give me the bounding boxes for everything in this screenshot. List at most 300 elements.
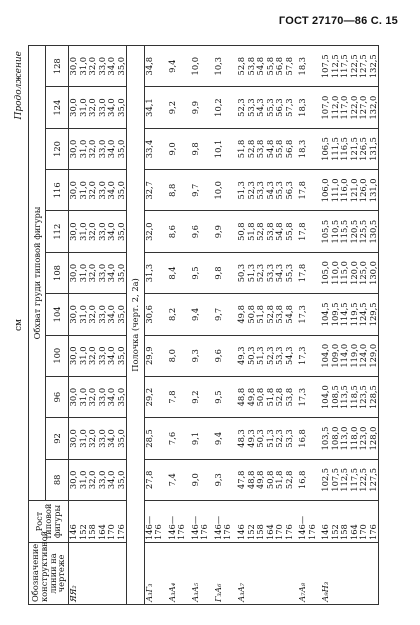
- table-row: [98, 46, 108, 605]
- value-cell: 31,3: [144, 252, 164, 293]
- value-cell: 122,0: [350, 87, 360, 128]
- value-cell: 50,8: [266, 459, 276, 500]
- value-cell: 55,8: [285, 211, 295, 252]
- figure-height: 164: [350, 501, 360, 543]
- value-cell: 18,3: [298, 128, 317, 169]
- value-cell: 124,5: [359, 294, 369, 335]
- value-cell: 35,0: [117, 335, 127, 376]
- value-cell: 34,8: [144, 46, 164, 87]
- value-cell: 9,6: [214, 335, 233, 376]
- value-cell: 106,0: [321, 170, 331, 211]
- value-cell: 116,0: [340, 170, 350, 211]
- value-cell: 9,9: [214, 211, 233, 252]
- value-cell: 55,3: [275, 170, 285, 211]
- line-designation: [256, 543, 266, 605]
- value-cell: 47,8: [237, 459, 247, 500]
- value-cell: 116,5: [340, 128, 350, 169]
- value-cell: 121,5: [350, 128, 360, 169]
- value-cell: 115,5: [340, 211, 350, 252]
- table-row: [79, 46, 89, 605]
- value-cell: 52,8: [237, 46, 247, 87]
- value-cell: 52,3: [247, 170, 257, 211]
- value-cell: 33,4: [144, 128, 164, 169]
- value-cell: 50,3: [256, 418, 266, 459]
- value-cell: 50,8: [247, 294, 257, 335]
- value-cell: 17,8: [298, 252, 317, 293]
- value-cell: 105,5: [321, 211, 331, 252]
- figure-height: 164: [266, 501, 276, 543]
- value-cell: 33,0: [98, 335, 108, 376]
- value-cell: 56,3: [285, 170, 295, 211]
- figure-height: 158: [88, 501, 98, 543]
- line-designation: [247, 543, 257, 605]
- figure-height: 146—176: [191, 501, 210, 543]
- value-cell: 31,0: [79, 335, 89, 376]
- value-cell: 32,0: [88, 294, 98, 335]
- value-cell: 109,5: [331, 294, 341, 335]
- chest-girth-header: Обхват груди типовой фигуры: [29, 46, 46, 501]
- figure-height: 164: [98, 501, 108, 543]
- value-cell: 35,0: [117, 252, 127, 293]
- column-header-104: 104: [46, 294, 69, 335]
- value-cell: 129,0: [369, 335, 379, 376]
- value-cell: 31,0: [79, 294, 89, 335]
- value-cell: 54,8: [275, 211, 285, 252]
- value-cell: 30,0: [69, 87, 79, 128]
- value-cell: 30,0: [69, 459, 79, 500]
- value-cell: 9,1: [191, 418, 210, 459]
- value-cell: 35,0: [117, 170, 127, 211]
- line-designation: А₉Н₃: [321, 543, 331, 605]
- value-cell: 106,5: [321, 128, 331, 169]
- value-cell: 35,0: [117, 418, 127, 459]
- value-cell: 9,4: [214, 418, 233, 459]
- value-cell: 32,0: [88, 459, 98, 500]
- value-cell: 33,0: [98, 211, 108, 252]
- value-cell: 9,7: [214, 294, 233, 335]
- value-cell: 29,2: [144, 376, 164, 417]
- value-cell: 52,8: [247, 128, 257, 169]
- value-cell: 8,6: [168, 211, 187, 252]
- column-header-116: 116: [46, 170, 69, 211]
- table-row: [214, 46, 233, 605]
- height-header: Рост типовой фигуры: [29, 501, 69, 543]
- value-cell: 48,8: [237, 376, 247, 417]
- value-cell: 16,8: [298, 418, 317, 459]
- value-cell: 54,3: [256, 87, 266, 128]
- value-cell: 108,5: [331, 376, 341, 417]
- value-cell: 104,0: [321, 376, 331, 417]
- value-cell: 53,8: [256, 128, 266, 169]
- value-cell: 31,0: [79, 376, 89, 417]
- value-cell: 31,0: [79, 170, 89, 211]
- value-cell: 28,5: [144, 418, 164, 459]
- value-cell: 9,0: [168, 128, 187, 169]
- value-cell: 34,0: [107, 376, 117, 417]
- value-cell: 16,8: [298, 459, 317, 500]
- value-cell: 35,0: [117, 376, 127, 417]
- value-cell: 35,0: [117, 46, 127, 87]
- value-cell: 32,0: [88, 418, 98, 459]
- value-cell: 35,0: [117, 294, 127, 335]
- value-cell: 56,8: [285, 128, 295, 169]
- column-header-112: 112: [46, 211, 69, 252]
- value-cell: 119,0: [350, 335, 360, 376]
- value-cell: 49,8: [256, 459, 266, 500]
- value-cell: 32,0: [88, 128, 98, 169]
- value-cell: 53,3: [256, 170, 266, 211]
- value-cell: 56,3: [275, 87, 285, 128]
- value-cell: 34,0: [107, 46, 117, 87]
- value-cell: 48,8: [247, 459, 257, 500]
- figure-height: 170: [275, 501, 285, 543]
- value-cell: 54,8: [285, 294, 295, 335]
- value-cell: 31,0: [79, 46, 89, 87]
- value-cell: 53,8: [266, 211, 276, 252]
- value-cell: 35,0: [117, 128, 127, 169]
- value-cell: 107,0: [321, 87, 331, 128]
- value-cell: 107,5: [321, 46, 331, 87]
- line-designation: [359, 543, 369, 605]
- value-cell: 110,0: [331, 252, 341, 293]
- value-cell: 9,7: [191, 170, 210, 211]
- value-cell: 33,0: [98, 252, 108, 293]
- figure-height: 170: [359, 501, 369, 543]
- value-cell: 34,0: [107, 252, 117, 293]
- value-cell: 32,0: [88, 376, 98, 417]
- value-cell: 55,8: [275, 128, 285, 169]
- figure-height: 152: [331, 501, 341, 543]
- value-cell: 118,5: [350, 376, 360, 417]
- value-cell: 56,8: [275, 46, 285, 87]
- measurements-table: [28, 45, 379, 605]
- value-cell: 32,0: [88, 170, 98, 211]
- value-cell: 50,8: [237, 211, 247, 252]
- line-designation: А₃А₄: [168, 543, 187, 605]
- value-cell: 130,0: [369, 252, 379, 293]
- value-cell: 122,5: [350, 46, 360, 87]
- value-cell: 52,3: [256, 252, 266, 293]
- value-cell: 33,0: [98, 170, 108, 211]
- figure-height: 152: [79, 501, 89, 543]
- value-cell: 111,0: [331, 170, 341, 211]
- line-designation: Г₃А₆: [214, 543, 233, 605]
- value-cell: 51,8: [275, 459, 285, 500]
- value-cell: 118,0: [350, 418, 360, 459]
- column-header-108: 108: [46, 252, 69, 293]
- value-cell: 110,5: [331, 211, 341, 252]
- value-cell: 128,5: [369, 376, 379, 417]
- value-cell: 32,7: [144, 170, 164, 211]
- section-title: Полочка (черт. 2, 2а): [127, 46, 145, 605]
- value-cell: 57,3: [285, 87, 295, 128]
- value-cell: 108,0: [331, 418, 341, 459]
- table-row: [191, 46, 210, 605]
- line-designation: [88, 543, 98, 605]
- value-cell: 55,8: [266, 46, 276, 87]
- value-cell: 57,8: [285, 46, 295, 87]
- value-cell: 54,8: [256, 46, 266, 87]
- value-cell: 9,5: [191, 252, 210, 293]
- page-header: [0, 0, 420, 40]
- value-cell: 54,3: [275, 252, 285, 293]
- column-header-96: 96: [46, 376, 69, 417]
- value-cell: 54,8: [266, 128, 276, 169]
- value-cell: 29,9: [144, 335, 164, 376]
- value-cell: 128,0: [369, 418, 379, 459]
- value-cell: 51,3: [247, 252, 257, 293]
- value-cell: 113,0: [340, 418, 350, 459]
- table-row: [69, 46, 79, 605]
- value-cell: 10,3: [214, 46, 233, 87]
- figure-height: 176: [285, 501, 295, 543]
- value-cell: 32,0: [88, 211, 98, 252]
- figure-height: 176: [117, 501, 127, 543]
- value-cell: 123,0: [359, 418, 369, 459]
- value-cell: 8,0: [168, 335, 187, 376]
- value-cell: 50,3: [237, 252, 247, 293]
- table-row: [369, 46, 379, 605]
- value-cell: 33,0: [98, 46, 108, 87]
- value-cell: 53,3: [285, 418, 295, 459]
- value-cell: 34,0: [107, 211, 117, 252]
- column-header-100: 100: [46, 335, 69, 376]
- value-cell: 9,0: [191, 459, 210, 500]
- value-cell: 55,3: [266, 87, 276, 128]
- table-row: [298, 46, 317, 605]
- value-cell: 55,3: [285, 252, 295, 293]
- value-cell: 9,2: [191, 376, 210, 417]
- value-cell: 32,0: [144, 211, 164, 252]
- table-row: [285, 46, 295, 605]
- value-cell: 54,3: [266, 170, 276, 211]
- column-header-128: 128: [46, 46, 69, 87]
- line-designation: А₇А₈: [298, 543, 317, 605]
- value-cell: 51,8: [247, 211, 257, 252]
- value-cell: 52,3: [266, 335, 276, 376]
- value-cell: 31,0: [79, 87, 89, 128]
- table-row: [237, 46, 247, 605]
- value-cell: 34,1: [144, 87, 164, 128]
- value-cell: 33,0: [98, 418, 108, 459]
- value-cell: 17,8: [298, 211, 317, 252]
- value-cell: 130,5: [369, 211, 379, 252]
- table-row: [275, 46, 285, 605]
- value-cell: 51,8: [237, 128, 247, 169]
- line-designation: А₃А₅: [191, 543, 210, 605]
- table-row: [144, 46, 164, 605]
- value-cell: 32,0: [88, 46, 98, 87]
- value-cell: 51,8: [256, 294, 266, 335]
- value-cell: 132,0: [369, 87, 379, 128]
- value-cell: 53,3: [266, 252, 276, 293]
- unit-label: см: [14, 318, 24, 332]
- value-cell: 52,8: [275, 376, 285, 417]
- value-cell: 50,8: [256, 376, 266, 417]
- line-designation: [266, 543, 276, 605]
- value-cell: 117,0: [340, 87, 350, 128]
- value-cell: 129,5: [369, 294, 379, 335]
- value-cell: 34,0: [107, 170, 117, 211]
- value-cell: 124,0: [359, 335, 369, 376]
- value-cell: 127,5: [369, 459, 379, 500]
- value-cell: 30,0: [69, 128, 79, 169]
- value-cell: 131,0: [369, 170, 379, 211]
- value-cell: 111,5: [331, 128, 341, 169]
- value-cell: 51,3: [237, 170, 247, 211]
- value-cell: 121,0: [350, 170, 360, 211]
- line-designation: А₃А₇: [237, 543, 247, 605]
- value-cell: 33,0: [98, 128, 108, 169]
- value-cell: 17,3: [298, 376, 317, 417]
- value-cell: 17,8: [298, 170, 317, 211]
- value-cell: 34,0: [107, 418, 117, 459]
- line-designation: [107, 543, 117, 605]
- figure-height: 152: [247, 501, 257, 543]
- figure-height: 146: [321, 501, 331, 543]
- value-cell: 10,0: [214, 170, 233, 211]
- value-cell: 131,5: [369, 128, 379, 169]
- value-cell: 9,3: [191, 335, 210, 376]
- section-row: [127, 46, 145, 605]
- value-cell: 114,0: [340, 335, 350, 376]
- value-cell: 132,5: [369, 46, 379, 87]
- value-cell: 123,5: [359, 376, 369, 417]
- column-header-124: 124: [46, 87, 69, 128]
- value-cell: 30,0: [69, 376, 79, 417]
- line-designation: [117, 543, 127, 605]
- value-cell: 51,3: [256, 335, 266, 376]
- value-cell: 53,8: [247, 46, 257, 87]
- continuation-label: Продолжение: [14, 51, 24, 120]
- figure-height: 146—176: [168, 501, 187, 543]
- value-cell: 31,0: [79, 459, 89, 500]
- value-cell: 126,5: [359, 128, 369, 169]
- value-cell: 34,0: [107, 294, 117, 335]
- value-cell: 115,0: [340, 252, 350, 293]
- figure-height: 176: [369, 501, 379, 543]
- value-cell: 53,8: [275, 294, 285, 335]
- value-cell: 8,4: [168, 252, 187, 293]
- value-cell: 53,8: [285, 376, 295, 417]
- value-cell: 35,0: [117, 211, 127, 252]
- line-designation: [275, 543, 285, 605]
- value-cell: 9,5: [214, 376, 233, 417]
- figure-height: 146—176: [298, 501, 317, 543]
- line-designation: [79, 543, 89, 605]
- value-cell: 30,0: [69, 211, 79, 252]
- value-cell: 34,0: [107, 87, 117, 128]
- value-cell: 34,0: [107, 459, 117, 500]
- value-cell: 8,2: [168, 294, 187, 335]
- value-cell: 52,3: [237, 87, 247, 128]
- value-cell: 18,3: [298, 46, 317, 87]
- value-cell: 114,5: [340, 294, 350, 335]
- value-cell: 34,0: [107, 335, 117, 376]
- value-cell: 112,0: [331, 87, 341, 128]
- value-cell: 7,6: [168, 418, 187, 459]
- value-cell: 7,8: [168, 376, 187, 417]
- value-cell: 105,0: [321, 252, 331, 293]
- figure-height: 146—176: [214, 501, 233, 543]
- document-header: ГОСТ 27170—86 С. 15: [278, 15, 398, 27]
- value-cell: 35,0: [117, 459, 127, 500]
- value-cell: 33,0: [98, 294, 108, 335]
- value-cell: 126,0: [359, 170, 369, 211]
- rotated-page-content: [14, 45, 406, 605]
- value-cell: 117,5: [340, 46, 350, 87]
- value-cell: 127,5: [359, 46, 369, 87]
- value-cell: 17,3: [298, 294, 317, 335]
- value-cell: 125,5: [359, 211, 369, 252]
- table-row: [256, 46, 266, 605]
- value-cell: 113,5: [340, 376, 350, 417]
- value-cell: 10,0: [191, 46, 210, 87]
- value-cell: 31,0: [79, 211, 89, 252]
- value-cell: 54,3: [285, 335, 295, 376]
- value-cell: 49,3: [247, 418, 257, 459]
- value-cell: 52,8: [285, 459, 295, 500]
- value-cell: 119,5: [350, 294, 360, 335]
- value-cell: 34,0: [107, 128, 117, 169]
- figure-height: 158: [340, 501, 350, 543]
- column-header-120: 120: [46, 128, 69, 169]
- value-cell: 51,3: [266, 418, 276, 459]
- value-cell: 120,5: [350, 211, 360, 252]
- value-cell: 52,8: [256, 211, 266, 252]
- line-designation: [331, 543, 341, 605]
- value-cell: 8,8: [168, 170, 187, 211]
- column-header-92: 92: [46, 418, 69, 459]
- value-cell: 117,5: [350, 459, 360, 500]
- value-cell: 125,0: [359, 252, 369, 293]
- table-row: [107, 46, 117, 605]
- value-cell: 9,4: [168, 46, 187, 87]
- figure-height: 146: [69, 501, 79, 543]
- value-cell: 33,0: [98, 459, 108, 500]
- value-cell: 49,8: [237, 294, 247, 335]
- value-cell: 112,5: [340, 459, 350, 500]
- value-cell: 30,0: [69, 418, 79, 459]
- figure-height: 170: [107, 501, 117, 543]
- value-cell: 9,3: [214, 459, 233, 500]
- value-cell: 10,2: [214, 87, 233, 128]
- value-cell: 30,6: [144, 294, 164, 335]
- figure-height: 146: [237, 501, 247, 543]
- value-cell: 7,4: [168, 459, 187, 500]
- value-cell: 33,0: [98, 376, 108, 417]
- value-cell: 32,0: [88, 87, 98, 128]
- line-designation: [340, 543, 350, 605]
- value-cell: 9,9: [191, 87, 210, 128]
- value-cell: 31,0: [79, 128, 89, 169]
- value-cell: 32,0: [88, 335, 98, 376]
- value-cell: 48,3: [237, 418, 247, 459]
- value-cell: 104,0: [321, 335, 331, 376]
- value-cell: 9,8: [191, 128, 210, 169]
- value-cell: 50,3: [247, 335, 257, 376]
- line-designation: [350, 543, 360, 605]
- value-cell: 120,0: [350, 252, 360, 293]
- value-cell: 53,3: [247, 87, 257, 128]
- value-cell: 127,0: [359, 87, 369, 128]
- value-cell: 17,3: [298, 335, 317, 376]
- table-row: [266, 46, 276, 605]
- table-row: [247, 46, 257, 605]
- value-cell: 31,0: [79, 252, 89, 293]
- designation-header: Обозначение конструктивной линии на чертеже: [29, 543, 69, 605]
- line-designation: [285, 543, 295, 605]
